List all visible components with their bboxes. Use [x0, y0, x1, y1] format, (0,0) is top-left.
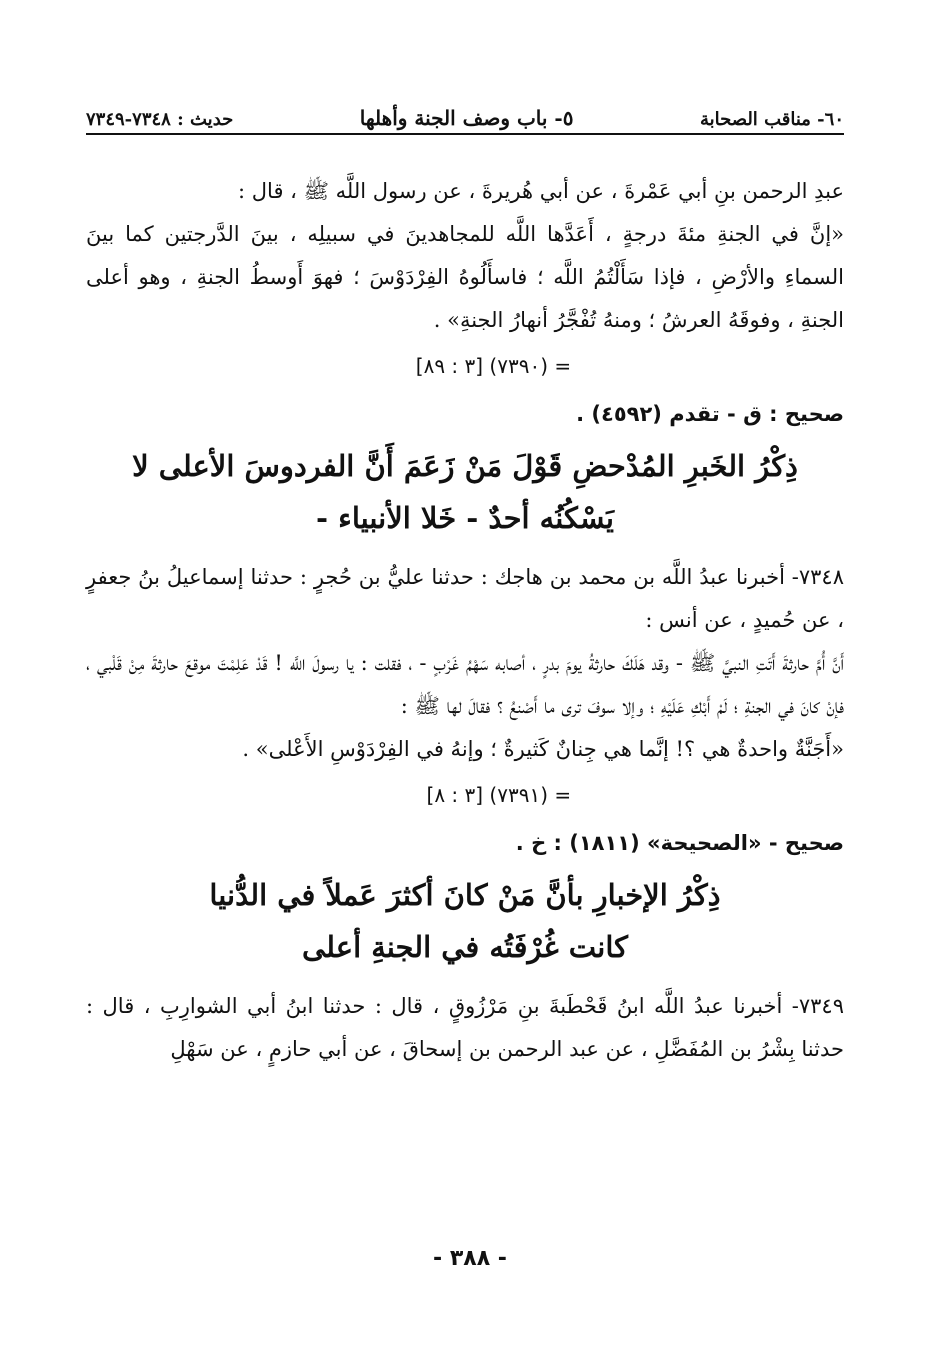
grading-7391: صحيح - «الصحيحة» (١٨١١) : خ .: [515, 831, 844, 855]
paragraph-hadith-text-7390: «إنَّ في الجنةِ مئةَ درجةٍ ، أَعَدَّها اللَّه للمجاهدينَ في سبيلِه ، بينَ الدَّرجتين كما بينَ السماءِ والأرْضِ ، فإذا سَأَلْتُمُ اللَّه ؛ فاسأَلُوهُ الفِرْدَوْسَ ؛ فهوَ أَوسطُ الجنةِ ، وهو أعلى الجنةِ ، وفوقَهُ العرشُ ؛ ومنهُ تُفْجَّرُ أنهارُ الجنةِ» .: [86, 222, 844, 332]
reference-7391: = (٧٣٩١) [٣ : ٨]: [426, 783, 572, 807]
header-hadith-range: حديث : ٧٣٤٨-٧٣٤٩: [86, 109, 234, 130]
running-header: [86, 96, 844, 130]
header-section-title: ٦٠- مناقب الصحابة: [699, 109, 844, 130]
paragraph-isnad-continuation: عبدِ الرحمن بنِ أبي عَمْرةَ ، عن أبي هُريرةَ ، عن رسول اللَّه ﷺ ، قال :: [238, 179, 844, 203]
section-heading-2-line-2: كانت غُرْفَتُه في الجنةِ أعلى: [302, 930, 628, 964]
header-chapter-title: ٥- باب وصف الجنة وأهلها: [359, 106, 574, 130]
section-heading-2-line-1: ذِكْرُ الإخبارِ بأنَّ مَنْ كانَ أكثرَ عَملاً في الدُّنيا: [209, 878, 721, 912]
reference-7390: = (٧٣٩٠) [٣ : ٨٩]: [415, 354, 572, 378]
header-rule: [86, 133, 844, 135]
paragraph-hadith-text-7348: أَنَّ أُمَّ حارثةَ أَتَتِ النبيَّ ﷺ - وقد هَلَكَ حارثةُ يومَ بدرٍ ، أصابه سَهْمُ غَرْبٍ - ، فقلت : يا رسولَ اللَّه ! قَدْ عَلِمْتَ موقعَ حارثةَ مِنْ قَلْبي ، فإنْ كانَ في الجنةِ ؛ لَمْ أَبْكِ عَلَيْهِ ؛ وإلا سوفَ ترى ما أَصْنعُ ؟ فقالَ لها ﷺ :: [86, 651, 844, 718]
section-heading-1-line-2: يَسْكُنُه أحدٌ - خَلا الأنبياء -: [316, 501, 614, 535]
section-heading-2: [96, 869, 834, 973]
section-heading-1: [96, 440, 834, 544]
paragraph-isnad-7349: ٧٣٤٩- أخبرنا عبدُ اللَّه ابنُ قَحْطَبةَ بنِ مَرْزُوقٍ ، قال : حدثنا ابنُ أبي الشوارِبِ ، قال : حدثنا بِشْرُ بن المُفَضَّلِ ، عن عبد الرحمن بن إسحاقَ ، عن أبي حازمٍ ، عن سَهْلِ: [86, 994, 844, 1061]
page-body: [86, 170, 844, 1071]
page-number: - ٣٨٨ -: [433, 1246, 507, 1271]
section-heading-1-line-1: ذِكْرُ الخَبرِ المُدْحضِ قَوْلَ مَنْ زَعَمَ أَنَّ الفردوسَ الأعلى لا: [132, 449, 798, 483]
paragraph-prophet-reply: «أَجَنَّةٌ واحدةٌ هي ؟! إنَّما هي جِنانٌ كَثيرةٌ ؛ وإنهُ في الفِرْدَوْسِ الأَعْلى» .: [242, 737, 844, 761]
paragraph-isnad-7348: ٧٣٤٨- أخبرنا عبدُ اللَّه بن محمد بن هاجك : حدثنا عليُّ بن حُجرٍ : حدثنا إسماعيلُ بنُ جعفرٍ ، عن حُميدٍ ، عن أنس :: [86, 565, 844, 632]
grading-7390: صحيح : ق - تقدم (٤٥٩٢) .: [576, 402, 844, 426]
